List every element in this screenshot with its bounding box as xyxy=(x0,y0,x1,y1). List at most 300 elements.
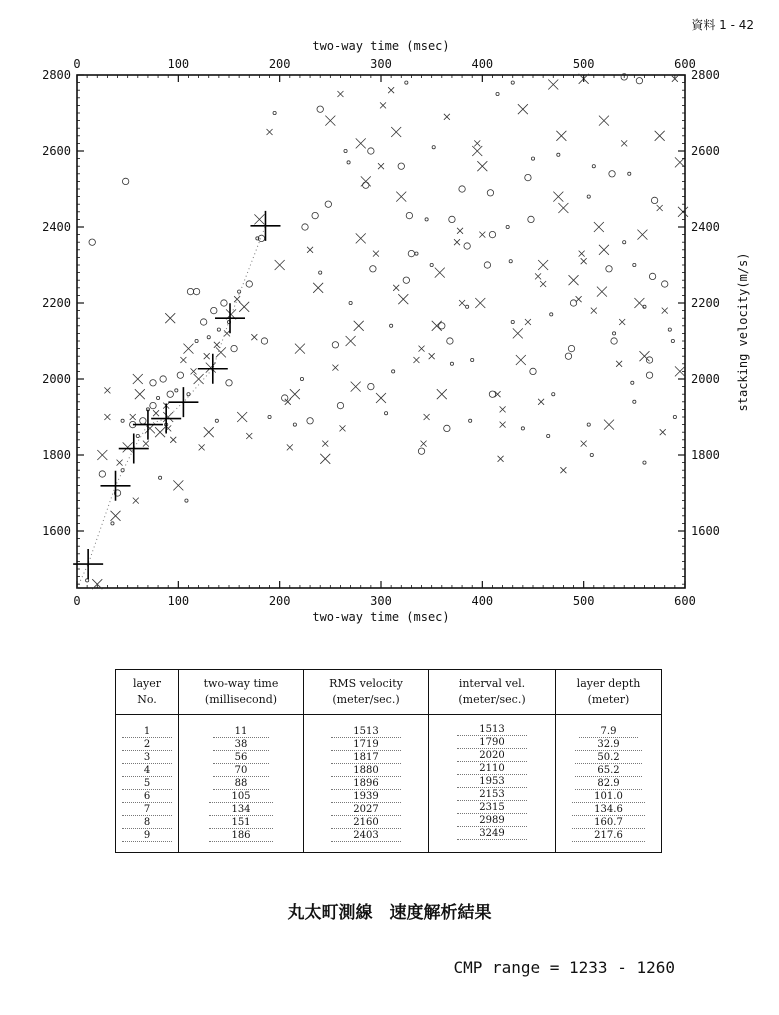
semblance-point-cross xyxy=(183,344,193,354)
x-axis-title-bottom: two-way time (msec) xyxy=(312,610,450,624)
semblance-point-cross xyxy=(396,192,406,202)
semblance-point-cross xyxy=(356,233,366,243)
semblance-point-cross xyxy=(429,353,435,359)
cell-layer-depth xyxy=(556,738,662,751)
table-row xyxy=(116,816,662,829)
cell-interval-velocity-value: 2020 xyxy=(457,750,526,762)
cell-layer-depth-value: 32.9 xyxy=(575,739,641,751)
semblance-point-cross xyxy=(639,351,649,361)
cell-layer-depth-value: 134.6 xyxy=(572,804,645,816)
semblance-point-circle xyxy=(167,391,173,397)
semblance-point-cross xyxy=(191,368,197,374)
y-tick-label-left: 2400 xyxy=(42,220,71,234)
semblance-point-circle xyxy=(150,402,156,408)
semblance-point-circle xyxy=(611,338,617,344)
semblance-point-cross xyxy=(538,399,544,405)
semblance-point-circle xyxy=(300,377,303,380)
semblance-point-circle xyxy=(525,174,531,180)
cell-interval-velocity-value: 3249 xyxy=(457,828,526,840)
semblance-point-cross xyxy=(337,91,343,97)
semblance-point-circle xyxy=(215,419,218,422)
semblance-point-cross xyxy=(579,251,585,257)
semblance-point-cross xyxy=(332,365,338,371)
cell-two-way-time xyxy=(179,803,304,816)
semblance-point-circle xyxy=(509,260,512,263)
cell-rms-velocity-value: 2160 xyxy=(331,817,400,829)
semblance-point-cross xyxy=(560,467,566,473)
semblance-point-circle xyxy=(636,78,642,84)
semblance-point-circle xyxy=(415,252,418,255)
semblance-point-cross xyxy=(535,273,541,279)
semblance-point-cross xyxy=(637,230,647,240)
picked-velocities xyxy=(73,211,280,579)
x-tick-label-bottom: 400 xyxy=(471,594,494,608)
semblance-point-circle xyxy=(459,186,465,192)
picked-velocity-marker xyxy=(133,410,163,440)
semblance-point-circle xyxy=(99,471,105,477)
cell-layer-no-value: 6 xyxy=(122,791,172,803)
cell-layer-depth-value: 217.6 xyxy=(572,830,645,842)
semblance-point-circle xyxy=(511,320,514,323)
semblance-point-circle xyxy=(403,277,409,283)
cell-layer-no-value: 3 xyxy=(122,752,172,764)
cell-layer-no xyxy=(116,777,179,790)
x-tick-label-bottom: 0 xyxy=(73,594,81,608)
cell-two-way-time xyxy=(179,816,304,829)
semblance-point-circle xyxy=(246,281,252,287)
semblance-point-circle xyxy=(528,216,534,222)
semblance-point-circle xyxy=(193,288,199,294)
semblance-point-circle xyxy=(282,395,288,401)
cell-layer-no xyxy=(116,715,179,739)
cell-layer-depth xyxy=(556,715,662,739)
semblance-point-circle xyxy=(450,362,453,365)
semblance-point-circle xyxy=(469,419,472,422)
cell-rms-velocity xyxy=(304,803,429,816)
semblance-point-cross xyxy=(424,414,430,420)
semblance-point-cross xyxy=(540,281,546,287)
semblance-point-cross xyxy=(254,214,264,224)
cell-interval-velocity-value: 1790 xyxy=(457,737,526,749)
semblance-point-cross xyxy=(444,114,450,120)
semblance-point-cross xyxy=(569,275,579,285)
x-tick-label-top: 200 xyxy=(268,57,291,71)
figure-caption: 丸太町測線 速度解析結果 xyxy=(287,903,492,923)
cell-two-way-time xyxy=(179,829,304,853)
cell-layer-depth-value: 101.0 xyxy=(572,791,645,803)
cell-two-way-time-value: 11 xyxy=(213,726,270,738)
semblance-point-cross xyxy=(599,245,609,255)
semblance-point-circle xyxy=(390,324,393,327)
y-tick-label-right: 2200 xyxy=(691,296,720,310)
semblance-point-circle xyxy=(570,300,576,306)
semblance-point-circle xyxy=(302,224,308,230)
semblance-point-cross xyxy=(130,414,136,420)
y-tick-label-right: 1600 xyxy=(691,524,720,538)
cell-interval-velocity xyxy=(429,715,556,739)
cell-rms-velocity-value: 1896 xyxy=(331,778,400,790)
y-tick-label-left: 2600 xyxy=(42,144,71,158)
semblance-point-cross xyxy=(155,427,165,437)
semblance-point-circle xyxy=(140,418,146,424)
table-row xyxy=(116,715,662,739)
semblance-point-circle xyxy=(606,266,612,272)
semblance-point-cross xyxy=(361,176,371,186)
semblance-point-circle xyxy=(444,425,450,431)
cell-layer-depth xyxy=(556,803,662,816)
semblance-point-cross xyxy=(287,444,293,450)
semblance-point-cross xyxy=(224,330,230,336)
semblance-point-circle xyxy=(439,323,445,329)
table-row xyxy=(116,738,662,751)
semblance-point-cross xyxy=(657,205,663,211)
semblance-point-cross xyxy=(525,319,531,325)
y-tick-label-right: 2000 xyxy=(691,372,720,386)
semblance-point-circle xyxy=(568,345,574,351)
semblance-point-circle xyxy=(496,92,499,95)
semblance-point-circle xyxy=(344,149,347,152)
y-tick-label-left: 2200 xyxy=(42,296,71,310)
cell-two-way-time-value: 134 xyxy=(209,804,272,816)
cell-layer-no-value: 1 xyxy=(122,726,172,738)
cell-interval-velocity-value: 2153 xyxy=(457,789,526,801)
table-row xyxy=(116,790,662,803)
semblance-point-cross xyxy=(621,140,627,146)
semblance-point-circle xyxy=(628,172,631,175)
semblance-point-cross xyxy=(123,442,133,452)
semblance-point-cross xyxy=(421,441,427,447)
cell-interval-velocity-value: 1953 xyxy=(457,776,526,788)
x-tick-label-top: 0 xyxy=(73,57,81,71)
semblance-point-cross xyxy=(165,313,175,323)
cell-rms-velocity xyxy=(304,738,429,751)
semblance-point-cross xyxy=(104,414,110,420)
semblance-point-cross xyxy=(619,319,625,325)
semblance-point-circle xyxy=(317,106,323,112)
cell-interval-velocity-value: 2989 xyxy=(457,815,526,827)
cell-layer-no-value: 7 xyxy=(122,804,172,816)
axes xyxy=(42,57,720,608)
cell-layer-no xyxy=(116,790,179,803)
cell-rms-velocity-value: 1939 xyxy=(331,791,400,803)
semblance-point-circle xyxy=(347,161,350,164)
semblance-point-circle xyxy=(89,239,95,245)
cell-rms-velocity xyxy=(304,829,429,853)
semblance-point-cross xyxy=(234,296,240,302)
semblance-point-circle xyxy=(368,383,374,389)
semblance-point-circle xyxy=(195,339,198,342)
semblance-point-cross xyxy=(216,347,226,357)
cell-two-way-time xyxy=(179,715,304,739)
semblance-point-cross xyxy=(472,146,482,156)
semblance-point-cross xyxy=(581,441,587,447)
semblance-point-circle xyxy=(550,313,553,316)
semblance-point-cross xyxy=(376,393,386,403)
cell-layer-depth xyxy=(556,790,662,803)
semblance-point-circle xyxy=(530,368,536,374)
semblance-point-circle xyxy=(668,328,671,331)
semblance-point-cross xyxy=(454,239,460,245)
semblance-point-circle xyxy=(207,336,210,339)
semblance-point-circle xyxy=(673,415,676,418)
semblance-point-circle xyxy=(121,419,124,422)
velocity-trend-line xyxy=(77,226,265,588)
semblance-point-circle xyxy=(449,216,455,222)
semblance-point-cross xyxy=(117,460,123,466)
semblance-point-cross xyxy=(457,228,463,234)
semblance-point-cross xyxy=(513,328,523,338)
semblance-point-circle xyxy=(609,171,615,177)
x-tick-label-bottom: 500 xyxy=(572,594,595,608)
x-axis-title-top: two-way time (msec) xyxy=(312,39,450,53)
semblance-point-circle xyxy=(408,250,414,256)
semblance-point-circle xyxy=(506,225,509,228)
cell-two-way-time-value: 56 xyxy=(213,752,270,764)
semblance-point-circle xyxy=(363,182,369,188)
semblance-point-circle xyxy=(552,393,555,396)
semblance-point-circle xyxy=(447,338,453,344)
semblance-point-cross xyxy=(173,480,183,490)
cell-interval-velocity-value: 1513 xyxy=(457,724,526,736)
semblance-point-cross xyxy=(275,260,285,270)
semblance-point-circle xyxy=(418,448,424,454)
y-tick-label-right: 2800 xyxy=(691,68,720,82)
semblance-point-circle xyxy=(122,178,128,184)
semblance-point-cross xyxy=(339,425,345,431)
y-axis-title: stacking velocity(m/s) xyxy=(736,252,750,412)
semblance-point-circle xyxy=(349,301,352,304)
semblance-point-cross xyxy=(313,283,323,293)
header-layer-no: layer No. xyxy=(116,670,179,715)
semblance-point-cross xyxy=(111,511,121,521)
cell-two-way-time xyxy=(179,777,304,790)
cell-layer-depth xyxy=(556,764,662,777)
cell-layer-depth xyxy=(556,751,662,764)
cell-layer-no xyxy=(116,751,179,764)
cell-rms-velocity xyxy=(304,764,429,777)
cell-layer-no xyxy=(116,803,179,816)
cell-layer-no xyxy=(116,816,179,829)
semblance-point-cross xyxy=(204,427,214,437)
y-tick-label-right: 1800 xyxy=(691,448,720,462)
table-header-row xyxy=(116,670,662,715)
semblance-point-circle xyxy=(150,380,156,386)
semblance-point-cross xyxy=(576,296,582,302)
semblance-point-circle xyxy=(547,434,550,437)
semblance-point-circle xyxy=(587,195,590,198)
semblance-point-circle xyxy=(221,300,227,306)
semblance-point-cross xyxy=(380,102,386,108)
y-tick-label-left: 1800 xyxy=(42,448,71,462)
semblance-point-circle xyxy=(370,266,376,272)
picked-velocity-marker xyxy=(198,354,228,384)
semblance-point-circle xyxy=(565,353,571,359)
semblance-point-circle xyxy=(649,273,655,279)
semblance-point-circle xyxy=(293,423,296,426)
semblance-point-cross xyxy=(325,116,335,126)
cmp-range-label: CMP range = 1233 - 1260 xyxy=(453,958,675,977)
cell-layer-no-value: 2 xyxy=(122,739,172,751)
semblance-point-circle xyxy=(158,476,161,479)
cell-rms-velocity xyxy=(304,816,429,829)
velocity-analysis-table xyxy=(115,669,662,853)
semblance-point-cross xyxy=(518,104,528,114)
semblance-point-cross xyxy=(388,87,394,93)
x-tick-label-top: 400 xyxy=(471,57,494,71)
semblance-point-cross xyxy=(373,251,379,257)
semblance-point-cross xyxy=(538,260,548,270)
semblance-point-circle xyxy=(471,358,474,361)
semblance-point-cross xyxy=(194,374,204,384)
x-tick-label-bottom: 600 xyxy=(674,594,696,608)
semblance-point-circle xyxy=(623,241,626,244)
semblance-point-cross xyxy=(170,437,176,443)
document-number: 資料 1 - 42 xyxy=(691,18,754,32)
semblance-point-circle xyxy=(651,197,657,203)
semblance-point-circle xyxy=(217,328,220,331)
semblance-point-cross xyxy=(199,444,205,450)
semblance-point-cross xyxy=(548,80,558,90)
semblance-point-cross xyxy=(204,353,210,359)
semblance-point-circle xyxy=(200,319,206,325)
semblance-point-cross xyxy=(599,116,609,126)
semblance-point-circle xyxy=(425,218,428,221)
cell-interval-velocity-value: 2315 xyxy=(457,802,526,814)
cell-layer-no xyxy=(116,764,179,777)
semblance-point-circle xyxy=(633,263,636,266)
cell-layer-no xyxy=(116,829,179,853)
cell-two-way-time-value: 186 xyxy=(209,830,272,842)
cell-interval-velocity-value: 2110 xyxy=(457,763,526,775)
semblance-point-circle xyxy=(332,342,338,348)
cell-layer-depth-value: 82.9 xyxy=(575,778,641,790)
table-row xyxy=(116,803,662,816)
cell-layer-no-value: 4 xyxy=(122,765,172,777)
semblance-point-cross xyxy=(553,192,563,202)
semblance-point-cross xyxy=(474,140,480,146)
semblance-point-circle xyxy=(430,263,433,266)
semblance-point-circle xyxy=(612,332,615,335)
cell-rms-velocity xyxy=(304,790,429,803)
cell-rms-velocity-value: 1719 xyxy=(331,739,400,751)
semblance-point-circle xyxy=(646,357,652,363)
semblance-point-cross xyxy=(516,355,526,365)
semblance-point-cross xyxy=(398,294,408,304)
semblance-point-circle xyxy=(521,427,524,430)
table-row xyxy=(116,777,662,790)
cell-rms-velocity-value: 1817 xyxy=(331,752,400,764)
cell-two-way-time-value: 88 xyxy=(213,778,270,790)
header-layer-depth: layer depth (meter) xyxy=(556,670,662,715)
semblance-point-circle xyxy=(187,288,193,294)
semblance-point-circle xyxy=(392,370,395,373)
semblance-point-cross xyxy=(616,361,622,367)
semblance-point-cross xyxy=(500,422,506,428)
y-tick-label-right: 2600 xyxy=(691,144,720,158)
cell-rms-velocity xyxy=(304,751,429,764)
table-row xyxy=(116,751,662,764)
semblance-point-circle xyxy=(337,402,343,408)
semblance-point-cross xyxy=(346,336,356,346)
cell-two-way-time xyxy=(179,790,304,803)
semblance-point-circle xyxy=(464,243,470,249)
x-tick-label-top: 100 xyxy=(167,57,190,71)
semblance-point-cross xyxy=(660,429,666,435)
semblance-point-cross xyxy=(435,268,445,278)
semblance-point-cross xyxy=(133,498,139,504)
semblance-point-circle xyxy=(511,81,514,84)
cell-two-way-time-value: 151 xyxy=(209,817,272,829)
semblance-point-cross xyxy=(477,161,487,171)
cell-layer-depth-value: 7.9 xyxy=(579,726,639,738)
semblance-point-circle xyxy=(175,389,178,392)
semblance-point-cross xyxy=(655,131,665,141)
semblance-point-cross xyxy=(133,374,143,384)
semblance-point-cross xyxy=(322,441,328,447)
semblance-point-cross xyxy=(556,131,566,141)
semblance-point-circle xyxy=(587,423,590,426)
semblance-point-cross xyxy=(413,357,419,363)
x-tick-label-top: 300 xyxy=(370,57,392,71)
cell-two-way-time xyxy=(179,751,304,764)
header-interval-velocity: interval vel. (meter/sec.) xyxy=(429,670,556,715)
semblance-point-circle xyxy=(432,146,435,149)
cell-rms-velocity-value: 2027 xyxy=(331,804,400,816)
y-tick-label-left: 1600 xyxy=(42,524,71,538)
semblance-point-cross xyxy=(214,342,220,348)
semblance-point-circle xyxy=(643,461,646,464)
semblance-point-circle xyxy=(384,412,387,415)
semblance-point-circle xyxy=(489,231,495,237)
semblance-point-circle xyxy=(319,271,322,274)
semblance-point-cross xyxy=(180,357,186,363)
cell-two-way-time xyxy=(179,764,304,777)
y-tick-label-left: 2800 xyxy=(42,68,71,82)
semblance-point-circle xyxy=(211,307,217,313)
cell-two-way-time-value: 70 xyxy=(213,765,270,777)
cell-rms-velocity-value: 1880 xyxy=(331,765,400,777)
semblance-point-circle xyxy=(405,81,408,84)
semblance-point-cross xyxy=(662,308,668,314)
semblance-point-cross xyxy=(135,389,145,399)
semblance-point-cross xyxy=(604,420,614,430)
cell-two-way-time-value: 105 xyxy=(209,791,272,803)
semblance-point-circle xyxy=(121,469,124,472)
semblance-point-circle xyxy=(226,380,232,386)
semblance-point-circle xyxy=(307,418,313,424)
semblance-point-circle xyxy=(531,157,534,160)
semblance-point-cross xyxy=(354,321,364,331)
cell-two-way-time xyxy=(179,738,304,751)
picked-velocity-marker xyxy=(119,434,149,464)
x-tick-label-bottom: 100 xyxy=(167,594,190,608)
semblance-point-circle xyxy=(646,372,652,378)
semblance-point-cross xyxy=(391,127,401,137)
picked-velocity-marker xyxy=(215,303,245,333)
semblance-point-circle xyxy=(398,163,404,169)
semblance-point-circle xyxy=(261,338,267,344)
semblance-point-circle xyxy=(325,201,331,207)
semblance-point-circle xyxy=(590,453,593,456)
x-tick-label-top: 500 xyxy=(572,57,595,71)
semblance-point-circle xyxy=(487,190,493,196)
semblance-point-cross xyxy=(320,454,330,464)
semblance-point-cross xyxy=(239,302,249,312)
semblance-point-cross xyxy=(393,285,399,291)
cell-rms-velocity xyxy=(304,777,429,790)
semblance-point-cross xyxy=(246,433,252,439)
semblance-point-circle xyxy=(136,434,139,437)
